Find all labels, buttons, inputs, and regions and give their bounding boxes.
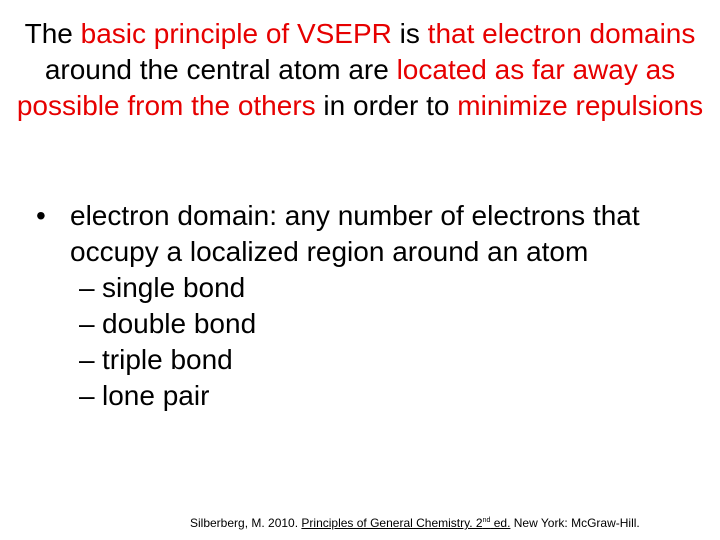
citation-book-title-text: Principles of General Chemistry. 2 <box>301 516 483 530</box>
bullet-item <box>36 198 686 270</box>
sub-bullet-list <box>36 270 686 414</box>
title-segment: is <box>391 18 428 49</box>
dash-icon: – <box>79 308 95 339</box>
sub-bullet-text: double bond <box>102 308 257 339</box>
bullet-list <box>36 198 686 414</box>
title-segment: in order to <box>315 90 458 121</box>
citation-book-title <box>301 516 510 530</box>
sub-bullet-text: single bond <box>102 272 246 303</box>
citation <box>190 514 718 530</box>
sub-bullet-text: triple bond <box>102 344 233 375</box>
title-segment: The <box>24 18 81 49</box>
slide-title <box>10 16 710 124</box>
sub-bullet-item <box>36 378 686 414</box>
bullet-point-icon: • <box>36 200 46 231</box>
sub-bullet-item <box>36 306 686 342</box>
citation-edition-superscript: nd <box>482 517 491 524</box>
title-highlight: located as far away as possible from the others <box>16 54 676 121</box>
sub-bullet-item <box>36 342 686 378</box>
title-segment: around the central atom are <box>44 54 397 85</box>
sub-bullet-item <box>36 270 686 306</box>
sub-bullet-text: lone pair <box>102 380 210 411</box>
dash-icon: – <box>79 344 95 375</box>
dash-icon: – <box>79 380 95 411</box>
dash-icon: – <box>79 272 95 303</box>
title-highlight: minimize repulsions <box>457 90 704 121</box>
citation-publisher: New York: McGraw-Hill. <box>510 516 640 530</box>
bullet-text: electron domain: any number of electrons that occupy a localized region around an atom <box>70 200 640 267</box>
title-highlight: basic principle of VSEPR <box>80 18 392 49</box>
citation-edition-text: ed. <box>490 516 511 530</box>
citation-author: Silberberg, M. 2010. <box>190 516 302 530</box>
title-highlight: that electron domains <box>427 18 696 49</box>
